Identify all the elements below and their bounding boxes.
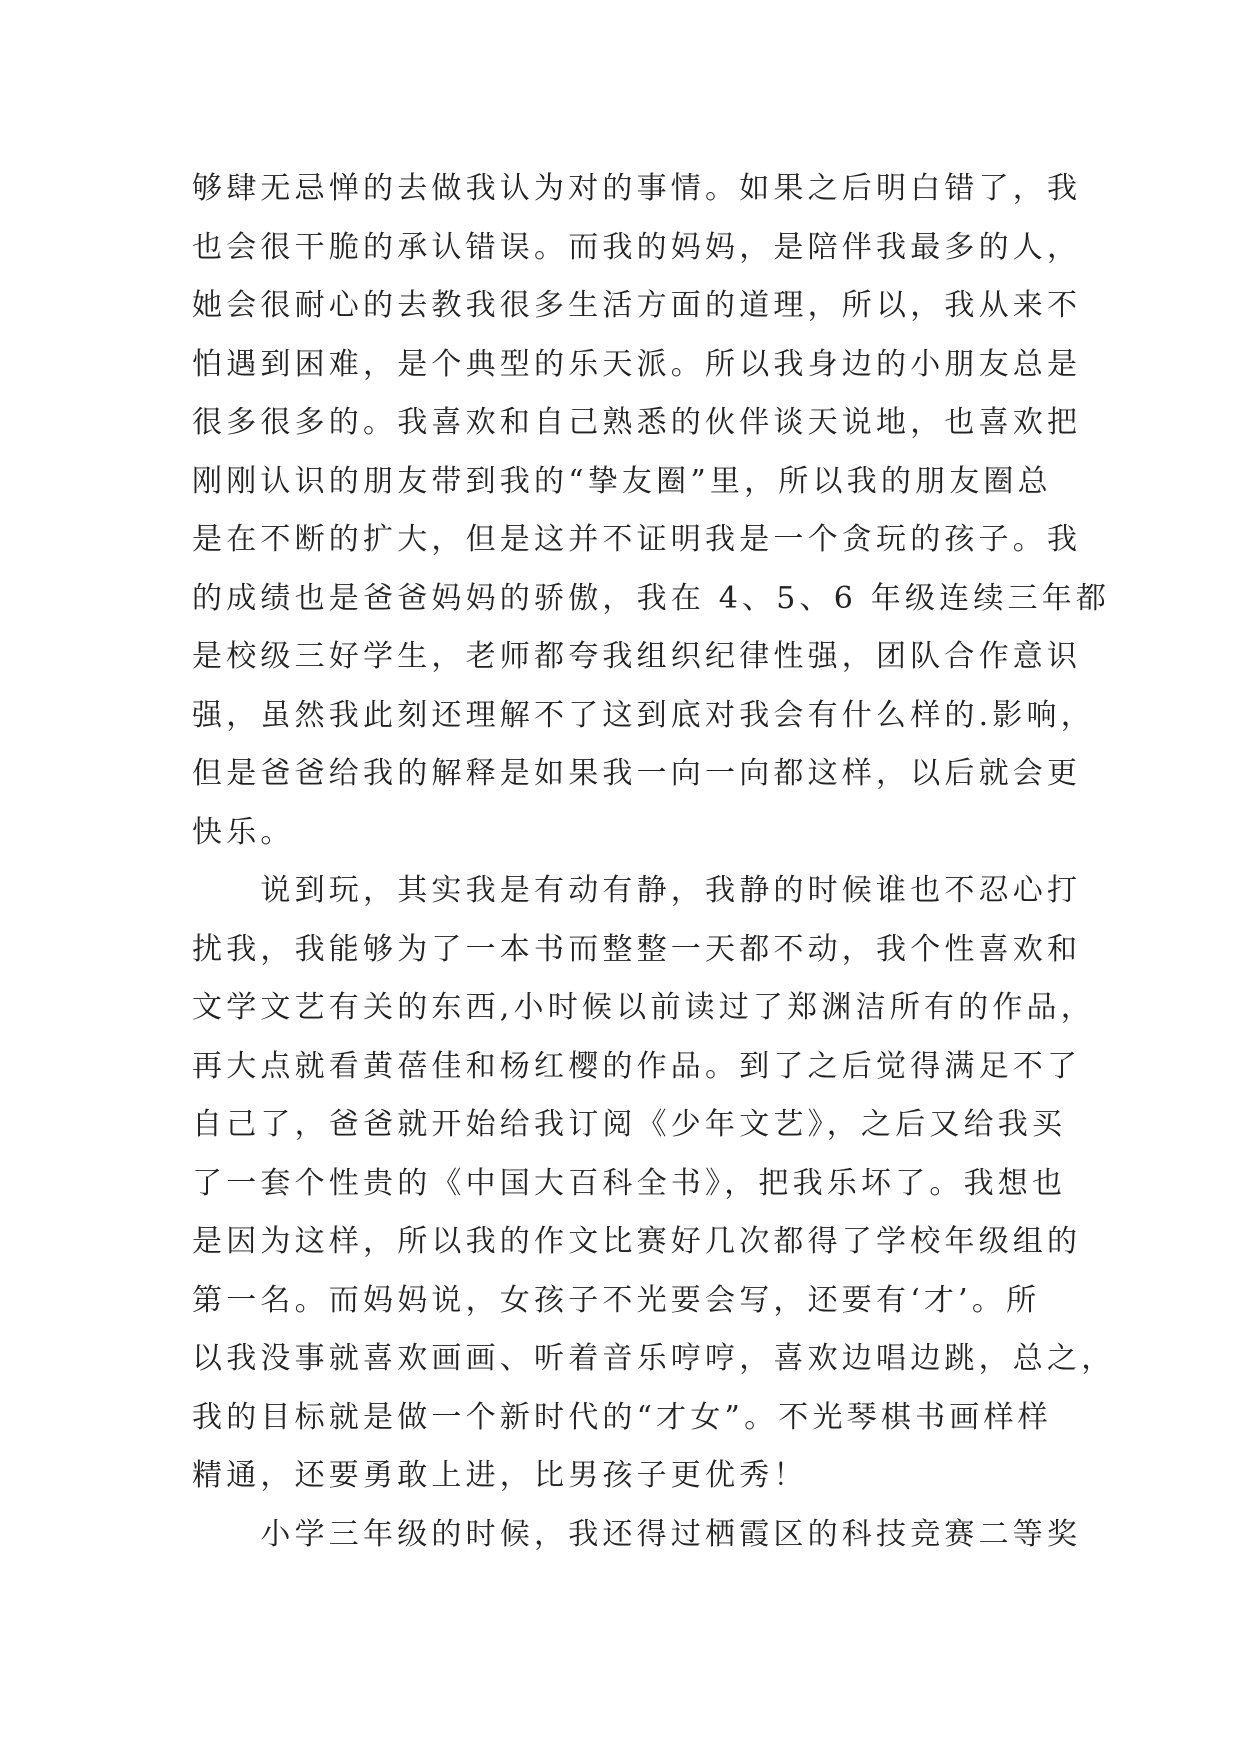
text-line: 是因为这样，所以我的作文比赛好几次都得了学校年级组的	[192, 1224, 1082, 1259]
text-line: 精通，还要勇敢上进，比男孩子更优秀！	[192, 1458, 808, 1493]
text-line: 扰我，我能够为了一本书而整整一天都不动，我个性喜欢和	[192, 931, 1082, 967]
text-line: 是校级三好学生，老师都夸我组织纪律性强，团队合作意识	[192, 639, 1082, 674]
text-line: 的成绩也是爸爸妈妈的骄傲，我在 4、5、6 年级连续三年都	[192, 580, 1111, 616]
text-line: 自己了，爸爸就开始给我订阅《少年文艺》，之后又给我买	[192, 1107, 1067, 1142]
text-line: 第一名。而妈妈说，女孩子不光要会写，还要有‘才’。所	[192, 1282, 1041, 1318]
text-line: 小学三年级的时候，我还得过栖霞区的科技竞赛二等奖	[192, 1516, 1082, 1552]
text-line: 了一套个性贵的《中国大百科全书》，把我乐坏了。我想也	[192, 1165, 1067, 1201]
text-line: 再大点就看黄蓓佳和杨红樱的作品。到了之后觉得满足不了	[192, 1048, 1082, 1084]
text-line: 够肆无忌惮的去做我认为对的事情。如果之后明白错了，我	[192, 171, 1082, 206]
text-line: 她会很耐心的去教我很多生活方面的道理，所以，我从来不	[192, 288, 1082, 323]
text-line: 但是爸爸给我的解释是如果我一向一向都这样，以后就会更	[192, 756, 1082, 791]
text-line: 文学文艺有关的东西,小时候以前读过了郑渊洁所有的作品，	[192, 990, 1095, 1025]
text-line: 快乐。	[192, 814, 295, 850]
text-line: 刚刚认识的朋友带到我的“挚友圈”里，所以我的朋友圈总	[192, 463, 1052, 499]
text-line: 是在不断的扩大，但是这并不证明我是一个贪玩的孩子。我	[192, 522, 1082, 557]
text-line: 也会很干脆的承认错误。而我的妈妈，是陪伴我最多的人，	[192, 229, 1082, 265]
text-line: 强，虽然我此刻还理解不了这到底对我会有什么样的.影响，	[192, 697, 1095, 733]
text-line: 说到玩，其实我是有动有静，我静的时候谁也不忍心打	[192, 873, 1082, 908]
text-line: 怕遇到困难，是个典型的乐天派。所以我身边的小朋友总是	[192, 346, 1082, 382]
text-line: 很多很多的。我喜欢和自己熟悉的伙伴谈天说地，也喜欢把	[192, 405, 1082, 440]
text-line: 我的目标就是做一个新时代的“才女”。不光琴棋书画样样	[192, 1399, 1052, 1435]
text-line: 以我没事就喜欢画画、听着音乐哼哼，喜欢边唱边跳，总之，	[192, 1341, 1116, 1376]
body-text	[192, 160, 1116, 1564]
